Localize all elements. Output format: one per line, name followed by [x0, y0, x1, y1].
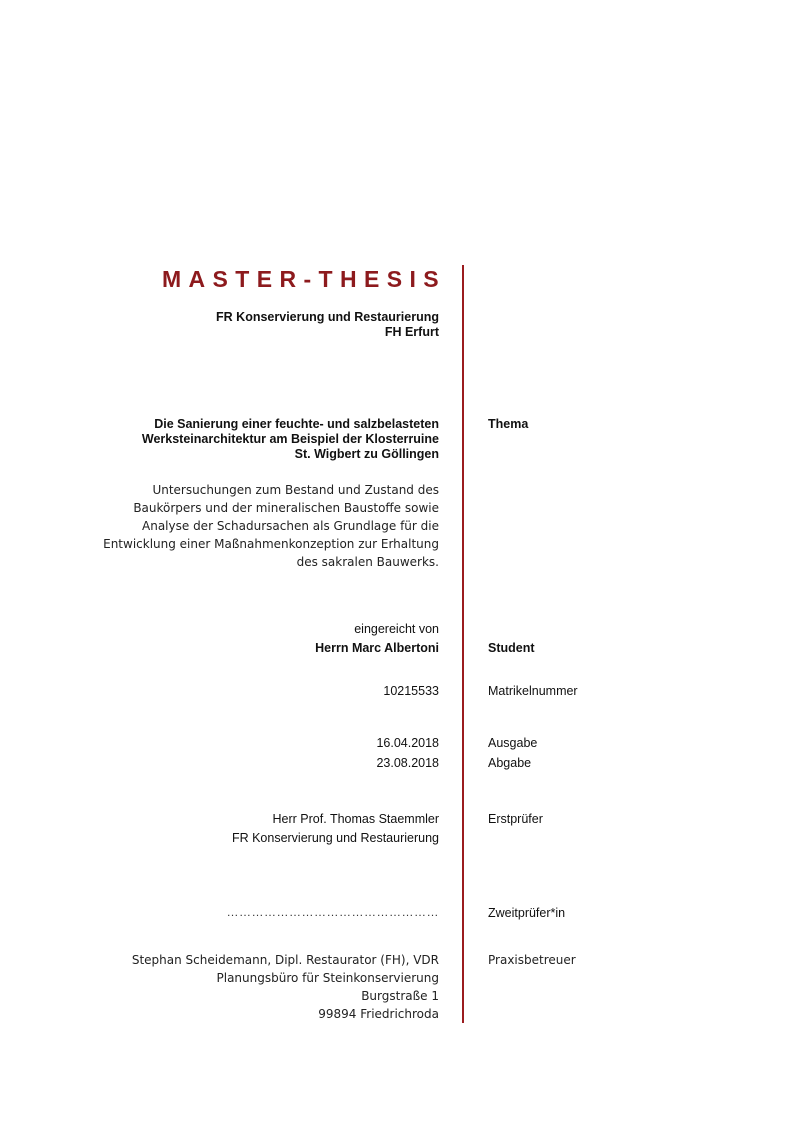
document-title: MASTER-THESIS: [161, 266, 446, 292]
date-issue: 16.04.2018: [376, 736, 439, 750]
supervisor-line-3: Burgstraße 1: [361, 989, 439, 1003]
label-abgabe: Abgabe: [488, 756, 532, 770]
supervisor-line-4: 99894 Friedrichroda: [318, 1007, 439, 1021]
second-examiner-placeholder: ……………………………………………: [226, 905, 439, 919]
vertical-divider: [462, 265, 464, 1023]
label-thema: Thema: [488, 417, 529, 431]
label-student: Student: [488, 641, 535, 655]
topic-subtitle-line-5: des sakralen Bauwerks.: [296, 555, 439, 569]
topic-subtitle-line-4: Entwicklung einer Maßnahmenkonzeption zur Erhaltung: [103, 537, 439, 551]
student-name: Herrn Marc Albertoni: [315, 641, 439, 655]
supervisor-line-2: Planungsbüro für Steinkonservierung: [216, 971, 439, 985]
institution: FH Erfurt: [384, 325, 439, 339]
topic-title-line-2: Werksteinarchitektur am Beispiel der Klosterruine: [141, 432, 439, 446]
matrikel-number: 10215533: [383, 684, 439, 698]
first-examiner-department: FR Konservierung und Restaurierung: [231, 831, 439, 845]
first-examiner: Herr Prof. Thomas Staemmler: [272, 812, 439, 826]
label-erstpruefer: Erstprüfer: [488, 812, 543, 826]
label-matrikel: Matrikelnummer: [488, 684, 578, 698]
date-submission: 23.08.2018: [376, 756, 439, 770]
supervisor-line-1: Stephan Scheidemann, Dipl. Restaurator (FH), VDR: [131, 953, 439, 967]
label-zweitpruefer: Zweitprüfer*in: [488, 906, 566, 920]
label-ausgabe: Ausgabe: [488, 736, 538, 750]
submitted-by: eingereicht von: [354, 622, 439, 636]
topic-title-line-1: Die Sanierung einer feuchte- und salzbelasteten: [154, 417, 439, 431]
topic-subtitle-line-1: Untersuchungen zum Bestand und Zustand des: [152, 483, 439, 497]
label-praxisbetreuer: Praxisbetreuer: [488, 953, 576, 967]
topic-subtitle-line-2: Baukörpers und der mineralischen Baustoffe sowie: [133, 501, 439, 515]
topic-subtitle-line-3: Analyse der Schadursachen als Grundlage für die: [142, 519, 439, 533]
department: FR Konservierung und Restaurierung: [216, 310, 439, 324]
topic-title-line-3: St. Wigbert zu Göllingen: [294, 447, 439, 461]
